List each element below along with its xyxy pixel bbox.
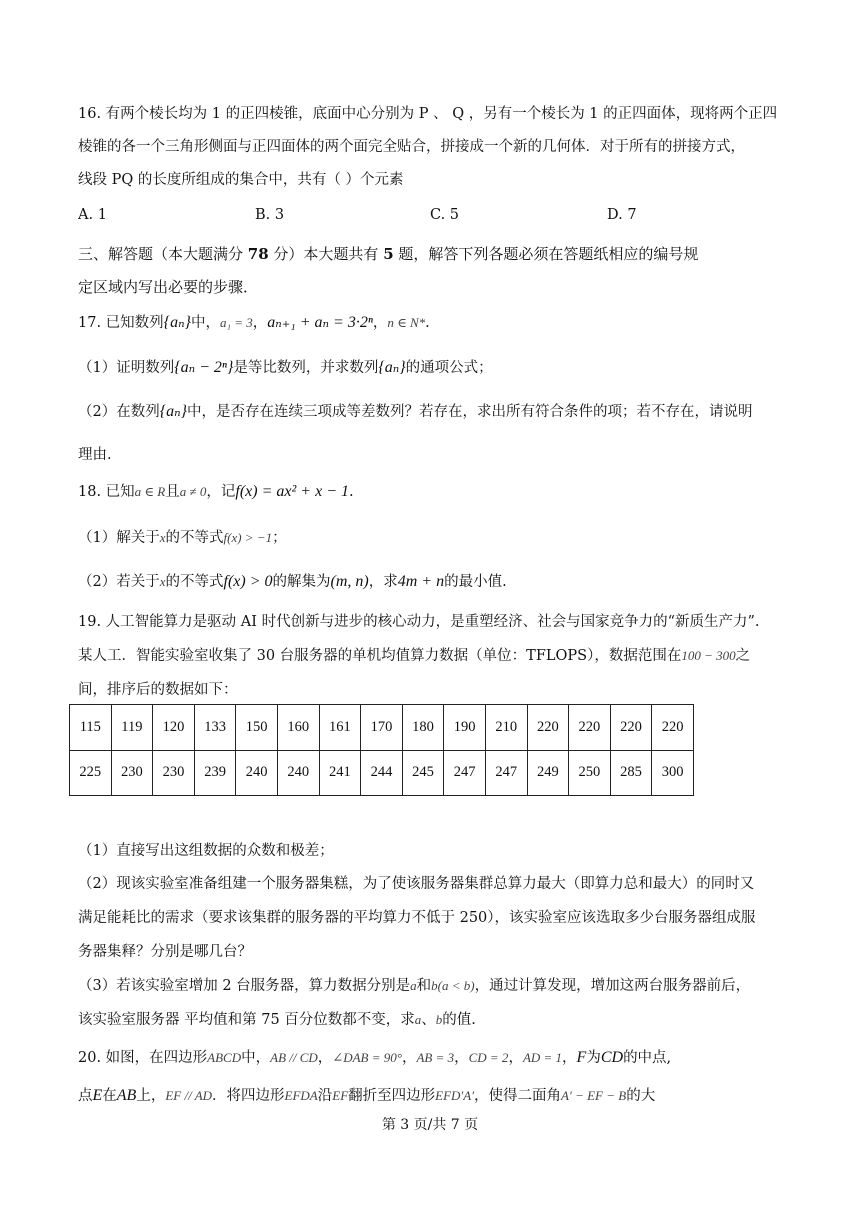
q18-condition-1: a ∈ R [134, 484, 166, 499]
q19-part-1: （1）直接写出这组数据的众数和极差； [78, 843, 334, 859]
table-cell: 190 [444, 705, 486, 751]
table-cell: 115 [70, 705, 112, 751]
q16-option-b: B. 3 [255, 207, 285, 223]
q18-part-2 [78, 572, 507, 592]
q19-part3-and: 和 [416, 978, 432, 994]
table-cell: 244 [361, 750, 403, 796]
q17-condition-1: a₁ = 3 [219, 315, 253, 330]
q20-quadrilateral: ABCD [207, 1050, 242, 1065]
q19-range: 100 − 300 [681, 648, 736, 663]
q18-condition-2: a ≠ 0 [179, 484, 207, 499]
table-cell: 247 [444, 750, 486, 796]
table-cell: 241 [319, 750, 361, 796]
q18-part2-mid-3: ，求 [368, 574, 398, 590]
q20-line-2 [78, 1086, 655, 1106]
q19-part3-line2-prefix: 该实验室服务器 平均值和第 75 百分位数都不变，求 [78, 1012, 415, 1028]
section-3-mid: 分）本大题共有 [268, 245, 384, 263]
q20-segment-cd: CD [600, 1049, 624, 1066]
q16-line-1: 16. 有两个棱长均为 1 的正四棱锥，底面中心分别为 P 、 Q ，另有一个棱长为 1 的正四面体，现将两个正四 [78, 106, 778, 122]
table-cell: 240 [277, 750, 319, 796]
q19-part-2-line-1: （2）现该实验室准备组建一个服务器集糕，为了使该服务器集群总算力最大（即算力总和最大）的同时又 [78, 876, 755, 892]
table-cell: 285 [610, 750, 652, 796]
q17-stem: 17. 已知数列{aₙ}中，a₁ = 3，aₙ₊₁ + aₙ = 3·2ⁿ，n ∈ N*. [78, 314, 430, 331]
q17-part2-prefix: （2）在数列 [78, 404, 160, 420]
q18-mid: 且 [165, 484, 180, 500]
q17-part1-mid: 是等比数列，并求数列 [233, 360, 379, 376]
q20-point-e: E [92, 1087, 103, 1104]
q17-mid: 中， [190, 315, 220, 331]
q19-line-1: 19. 人工智能算力是驱动 AI 时代创新与进步的核心动力，是重塑经济、社会与国家竞争力的“新质生产力”. [78, 614, 760, 630]
q18-part2-mid: 的不等式 [165, 574, 224, 590]
q20-line2-in: 在 [102, 1088, 117, 1104]
table-cell: 133 [194, 705, 236, 751]
q18-part2-variable: x [159, 574, 166, 589]
q17-sequence: {aₙ} [163, 314, 191, 331]
section-3-score: 78 [247, 245, 269, 263]
page-footer: 第 3 页/共 7 页 [381, 1117, 479, 1133]
q18-part1-prefix: （1）解关于 [78, 530, 160, 546]
q20-parallel: EF // AD [165, 1088, 213, 1103]
table-cell: 220 [610, 705, 652, 751]
q19-line-2 [78, 646, 750, 666]
q18-part2-expression: 4m + n [397, 573, 445, 590]
q20-condition-2: ∠DAB = 90° [332, 1050, 402, 1065]
q19-line2-prefix: 某人工．智能实验室收集了 30 台服务器的单机均值算力数据（单位：TFLOPS），数据范围在 [78, 648, 682, 664]
q20-mid: 为 [586, 1050, 601, 1066]
q19-part3-line2-suffix: 的值. [442, 1012, 476, 1028]
q18-part1-mid: 的不等式 [165, 530, 224, 546]
q17-part2-sequence: {aₙ} [159, 403, 188, 420]
q20-condition-3: AB = 3 [416, 1050, 455, 1065]
q17-part1-prefix: （1）证明数列 [78, 360, 175, 376]
q20-condition-4: CD = 2 [468, 1050, 509, 1065]
q19-line2-suffix: 之 [735, 648, 751, 664]
q17-part2-suffix: 中，是否存在连续三项成等差数列？若存在，求出所有符合条件的项；若不存在，请说明 [187, 404, 753, 420]
section-3-suffix: 题，解答下列各题必须在答题纸相应的编号规 [393, 245, 699, 263]
q18-part2-inequality: f(x) > 0 [223, 573, 273, 590]
q20-line2-fold: 翻折至四边形 [348, 1088, 436, 1104]
q20-line-1: 20. 如图，在四边形ABCD中，AB // CD，∠DAB = 90°，AB = 3，CD = 2，AD = 1，F为CD的中点, [78, 1049, 672, 1066]
q17-condition-2: aₙ₊₁ + aₙ = 3·2ⁿ [267, 314, 373, 331]
q20-point-f: F [576, 1049, 587, 1066]
table-row [70, 705, 694, 751]
table-cell: 249 [527, 750, 569, 796]
q19-data-table [69, 704, 694, 796]
section-3-prefix: 三、解答题（本大题满分 [78, 245, 248, 263]
q16-option-d: D. 7 [607, 207, 637, 223]
q18-function: f(x) = ax² + x − 1 [235, 483, 349, 500]
q20-suffix: 的中点, [623, 1050, 672, 1066]
q18-prefix: 18. 已知 [78, 484, 135, 500]
q19-part-3-line-2 [78, 1010, 476, 1030]
section-3-heading-line-2: 定区域内写出必要的步骤． [78, 278, 259, 296]
q19-part3-line2-separator: 、 [421, 1012, 436, 1028]
q18-part1-variable: x [159, 530, 166, 545]
q20-condition-1: AB // CD [270, 1050, 318, 1065]
table-cell: 120 [153, 705, 195, 751]
q20-line2-suffix: 的大 [626, 1088, 656, 1104]
q20-prefix: 20. 如图，在四边形 [78, 1050, 208, 1066]
q16-option-c: C. 5 [430, 207, 460, 223]
q16-option-a: A. 1 [78, 207, 107, 223]
table-cell: 220 [652, 705, 694, 751]
section-3-heading-line-1 [78, 244, 698, 264]
q17-part1-sequence-2: {aₙ} [378, 359, 406, 376]
table-cell: 180 [402, 705, 444, 751]
q19-part3-line2-b: b [435, 1012, 443, 1027]
q17-prefix: 17. 已知数列 [78, 315, 164, 331]
q17-condition-3: n ∈ N* [387, 315, 426, 330]
table-cell: 160 [277, 705, 319, 751]
q20-quadrilateral-efda: EFDA [284, 1088, 318, 1103]
q17-part-2-line-2: 理由. [78, 447, 112, 463]
table-cell: 225 [70, 750, 112, 796]
table-cell: 250 [569, 750, 611, 796]
q19-part-2-line-3: 务器集释？分别是哪几台？ [78, 944, 252, 960]
q18-mid-2: ，记 [206, 484, 236, 500]
q17-part-1 [78, 358, 493, 378]
table-cell: 230 [111, 750, 153, 796]
table-cell: 300 [652, 750, 694, 796]
table-row [70, 750, 694, 796]
q16-line-2: 棱锥的各一个三角形侧面与正四面体的两个面完全贴合，拼接成一个新的几何体．对于所有的拼接方式， [78, 139, 745, 155]
q20-segment-ef: EF [332, 1088, 349, 1103]
table-cell: 240 [236, 750, 278, 796]
table-cell: 245 [402, 750, 444, 796]
q19-part3-prefix: （3）若该实验室增加 2 台服务器，算力数据分别是 [78, 978, 411, 994]
q20-dihedral-angle: A′ − EF − B [561, 1088, 627, 1103]
table-cell: 230 [153, 750, 195, 796]
q18-part-1: （1）解关于x的不等式f(x) > −1； [78, 530, 287, 546]
table-cell: 220 [569, 705, 611, 751]
q18-part2-suffix: 的最小值. [444, 574, 507, 590]
q20-quadrilateral-folded: EFD′A′ [435, 1088, 475, 1103]
table-cell: 150 [236, 705, 278, 751]
table-cell: 210 [485, 705, 527, 751]
table-cell: 170 [361, 705, 403, 751]
table-cell: 119 [111, 705, 153, 751]
q19-part3-a: a [410, 978, 417, 993]
q16-line-3: 线段 PQ 的长度所组成的集合中，共有（ ）个元素 [78, 172, 404, 188]
table-cell: 220 [527, 705, 569, 751]
q20-line2-on: 上， [136, 1088, 166, 1104]
q18-part2-mid-2: 的解集为 [272, 574, 331, 590]
q19-part3-b: b(a < b) [431, 978, 475, 993]
q20-line2-make: ，使得二面角 [474, 1088, 562, 1104]
q19-line-3: 间，排序后的数据如下： [78, 682, 238, 698]
q18-stem: 18. 已知a ∈ R且a ≠ 0，记f(x) = ax² + x − 1. [78, 483, 354, 500]
q18-part1-inequality: f(x) > −1 [223, 530, 273, 545]
q20-line2-along: 沿 [317, 1088, 333, 1104]
q17-part1-suffix: 的通项公式； [405, 360, 493, 376]
q18-part2-prefix: （2）若关于 [78, 574, 160, 590]
q18-part2-set: (m, n) [330, 573, 369, 590]
q20-segment-ab: AB [116, 1087, 137, 1104]
q20-condition-5: AD = 1 [522, 1050, 563, 1065]
q20-line2-prefix: 点 [78, 1088, 93, 1104]
q20-line2-mid: ．将四边形 [212, 1088, 285, 1104]
q19-part-3-line-1 [78, 976, 750, 996]
q19-part3-suffix: ，通过计算发现，增加这两台服务器前后， [474, 978, 751, 994]
section-3-count: 5 [383, 245, 394, 263]
table-cell: 239 [194, 750, 236, 796]
table-cell: 161 [319, 705, 361, 751]
q19-part3-line2-a: a [414, 1012, 422, 1027]
q17-part-2 [78, 402, 753, 422]
table-cell: 247 [485, 750, 527, 796]
q19-part-2-line-2: 满足能耗比的需求（要求该集群的服务器的平均算力不低于 250），该实验室应该选取多少台服务器组成服 [78, 910, 756, 926]
q17-part1-sequence: {aₙ − 2ⁿ} [174, 359, 234, 376]
